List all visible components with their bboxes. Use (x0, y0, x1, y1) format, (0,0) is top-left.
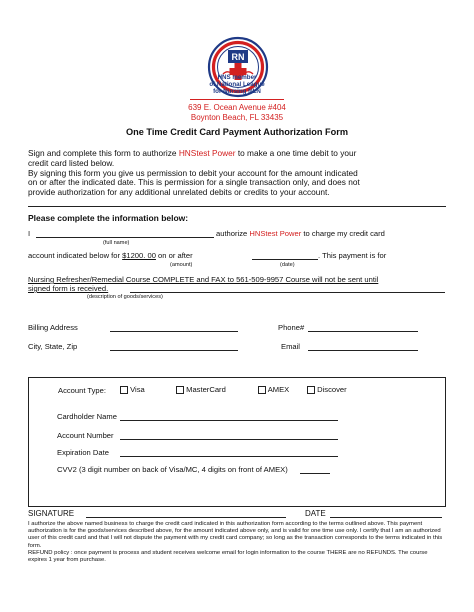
phone-label: Phone# (278, 323, 305, 332)
intro-text: Sign and complete this form to authorize HNStest Power to make a one time debit to your credit card listed below. By signing this form you give us permission to debit your account for the amount indicated on or after the indicated date. This is permission for a single transaction only, and does not provide authorization for any additional unrelated debits or credits to your account. (28, 148, 360, 198)
description-line-2: signed form is received. (28, 284, 109, 293)
date-field[interactable] (252, 251, 318, 260)
city-state-zip-label: City, State, Zip (28, 342, 78, 351)
phone-field[interactable] (308, 323, 418, 332)
cvv-label: CVV2 (3 digit number on back of Visa/MC, 4 digits on front of AMEX) (57, 465, 288, 474)
payment-for-text: . This payment is for (318, 251, 387, 260)
logo-rn-text: RN (231, 52, 245, 62)
description-field[interactable] (130, 284, 445, 293)
account-indicated-text: account indicated below for $1200. 00 on or after (28, 251, 193, 260)
city-state-zip-field[interactable] (110, 342, 238, 351)
visa-checkbox[interactable] (120, 386, 128, 394)
email-field[interactable] (308, 342, 418, 351)
option-visa[interactable]: Visa (120, 385, 145, 394)
i-label: I (28, 229, 31, 238)
signature-field[interactable] (86, 509, 286, 518)
amex-checkbox[interactable] (258, 386, 266, 394)
org-address (150, 103, 324, 123)
amount-caption: (amount) (170, 262, 193, 268)
account-number-field[interactable] (120, 431, 338, 440)
expiration-date-label: Expiration Date (57, 448, 109, 457)
description-caption: (description of goods/services) (87, 294, 163, 300)
email-label: Email (281, 342, 300, 351)
billing-address-field[interactable] (110, 323, 238, 332)
option-discover[interactable]: Discover (307, 385, 347, 394)
cvv-field[interactable] (300, 465, 330, 474)
account-type-label: Account Type: (58, 386, 106, 395)
section-heading: Please complete the information below: (28, 213, 189, 223)
full-name-caption: (full name) (103, 240, 130, 246)
signature-date-field[interactable] (330, 509, 442, 518)
card-info-box (28, 377, 446, 507)
authorize-text: authorize HNStest Power to charge my credit card (216, 229, 385, 238)
amount-value: $1200. 00 (122, 251, 156, 260)
address-line-1: 639 E. Ocean Avenue #404 (188, 103, 286, 112)
form-title: One Time Credit Card Payment Authorization Form (125, 127, 349, 137)
option-amex[interactable]: AMEX (258, 385, 289, 394)
refund-policy: REFUND policy : once payment is process and student receives welcome email for login information to the course THERE are no REFUNDS. The course expires 1 year from purchase. (28, 549, 428, 564)
cardholder-name-field[interactable] (120, 412, 338, 421)
discover-checkbox[interactable] (307, 386, 315, 394)
company-name: HNStest Power (178, 148, 236, 158)
fine-print (28, 521, 446, 564)
full-name-field[interactable] (36, 229, 214, 238)
expiration-date-field[interactable] (120, 448, 338, 457)
billing-address-label: Billing Address (28, 323, 78, 332)
option-mastercard[interactable]: MasterCard (176, 385, 226, 394)
date-label: DATE (305, 509, 326, 518)
section-divider (28, 206, 446, 207)
mastercard-checkbox[interactable] (176, 386, 184, 394)
description-line-1: Nursing Refresher/Remedial Course COMPLETE and FAX to 561-509-9957 Course will not be sent until (28, 275, 379, 284)
address-divider (190, 99, 284, 100)
cardholder-name-label: Cardholder Name (57, 412, 117, 421)
address-line-2: Boynton Beach, FL 33435 (190, 113, 284, 122)
authorization-terms: I authorize the above named business to charge the credit card indicated in this authorization form according to the terms outlined above. This payment authorization is for the goods/services described above, for the amount indicated above only, and is valid for one time use only. I certify that I am an authorized user of this credit card and that I will not dispute the payment with my credit card company; so long as the transaction corresponds to the terms indicated in this form. (28, 521, 443, 549)
org-name: HNS member of National League for Nursing NLN (209, 74, 265, 95)
signature-label: SIGNATURE (28, 509, 75, 518)
account-number-label: Account Number (57, 431, 114, 440)
date-caption: (date) (280, 262, 295, 268)
